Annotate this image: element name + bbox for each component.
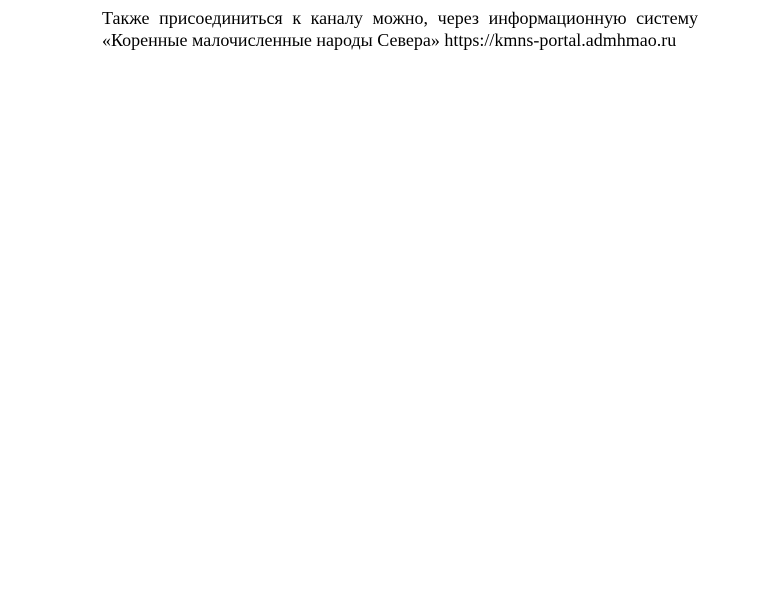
paragraph-line-1: Также присоединиться к каналу можно, через информационную систему	[102, 8, 698, 28]
paragraph-line-2: «Коренные малочисленные народы Севера» https://kmns-portal.admhmao.ru	[102, 30, 677, 50]
paragraph	[102, 7, 698, 51]
